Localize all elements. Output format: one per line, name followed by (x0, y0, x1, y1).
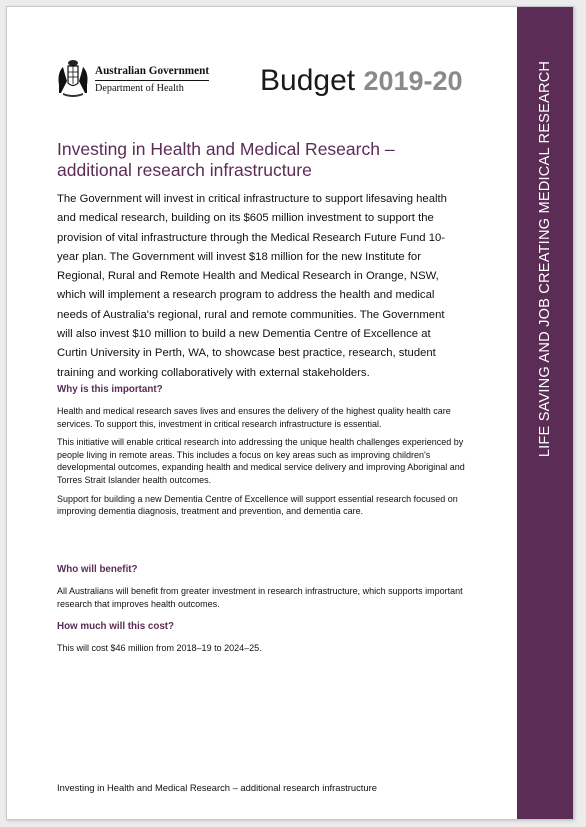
section-heading: How much will this cost? (57, 621, 175, 632)
section-paragraph: Support for building a new Dementia Centre of Excellence will support essential research focused on improving dementia diagnosis, treatment and prevention, and dementia care. (57, 493, 458, 517)
budget-year: 2019-20 (363, 66, 463, 96)
section-why-important (57, 383, 467, 524)
government-name: Australian Government (95, 65, 209, 81)
budget-title (260, 63, 463, 99)
budget-word: Budget (260, 64, 356, 97)
section-heading: Who will benefit? (57, 564, 138, 575)
page-header (55, 57, 475, 107)
page-footer: Investing in Health and Medical Research – additional research infrastructure (57, 782, 377, 793)
page-title: Investing in Health and Medical Research – additional research infrastructure (57, 139, 395, 180)
section-paragraph: All Australians will benefit from greater investment in research infrastructure, which supports important research that improves health outcomes. (57, 586, 463, 609)
section-who-benefits (57, 563, 467, 616)
section-paragraph: This initiative will enable critical research into addressing the unique health challenges experienced by people living in remote areas. This includes a focus on key areas such as improving children's developmental outcomes, expanding health and medical service delivery and improving Aboriginal and Torres Strait Islander health outcomes. (57, 437, 465, 485)
coat-of-arms-icon (55, 57, 91, 101)
section-heading: Why is this important? (57, 384, 163, 395)
section-paragraph: This will cost $46 million from 2018–19 to 2024–25. (57, 643, 262, 653)
side-band (517, 7, 573, 819)
document-page (6, 6, 574, 820)
side-band-text: LIFE SAVING AND JOB CREATING MEDICAL RESEARCH (537, 60, 553, 458)
section-cost (57, 620, 467, 661)
section-paragraph: Health and medical research saves lives and ensures the delivery of the highest quality health care services. To support this, investment in critical research infrastructure is essential. (57, 406, 451, 429)
department-name: Department of Health (95, 83, 184, 94)
intro-paragraph: The Government will invest in critical infrastructure to support lifesaving health and medical research, building on its $605 million investment to support the provision of vital infrastructure through the Medical Research Future Fund 10-year plan. The Government will invest $18 million for the new Institute for Regional, Rural and Remote Health and Medical Research in Orange, NSW, which will implement a research program to address the health and medical needs of Australia's regional, rural and remote communities. The Government will also invest $10 million to build a new Dementia Centre of Excellence at Curtin University in Perth, WA, to showcase best practice, research, student training and working collaboratively with external stakeholders. (57, 193, 447, 379)
